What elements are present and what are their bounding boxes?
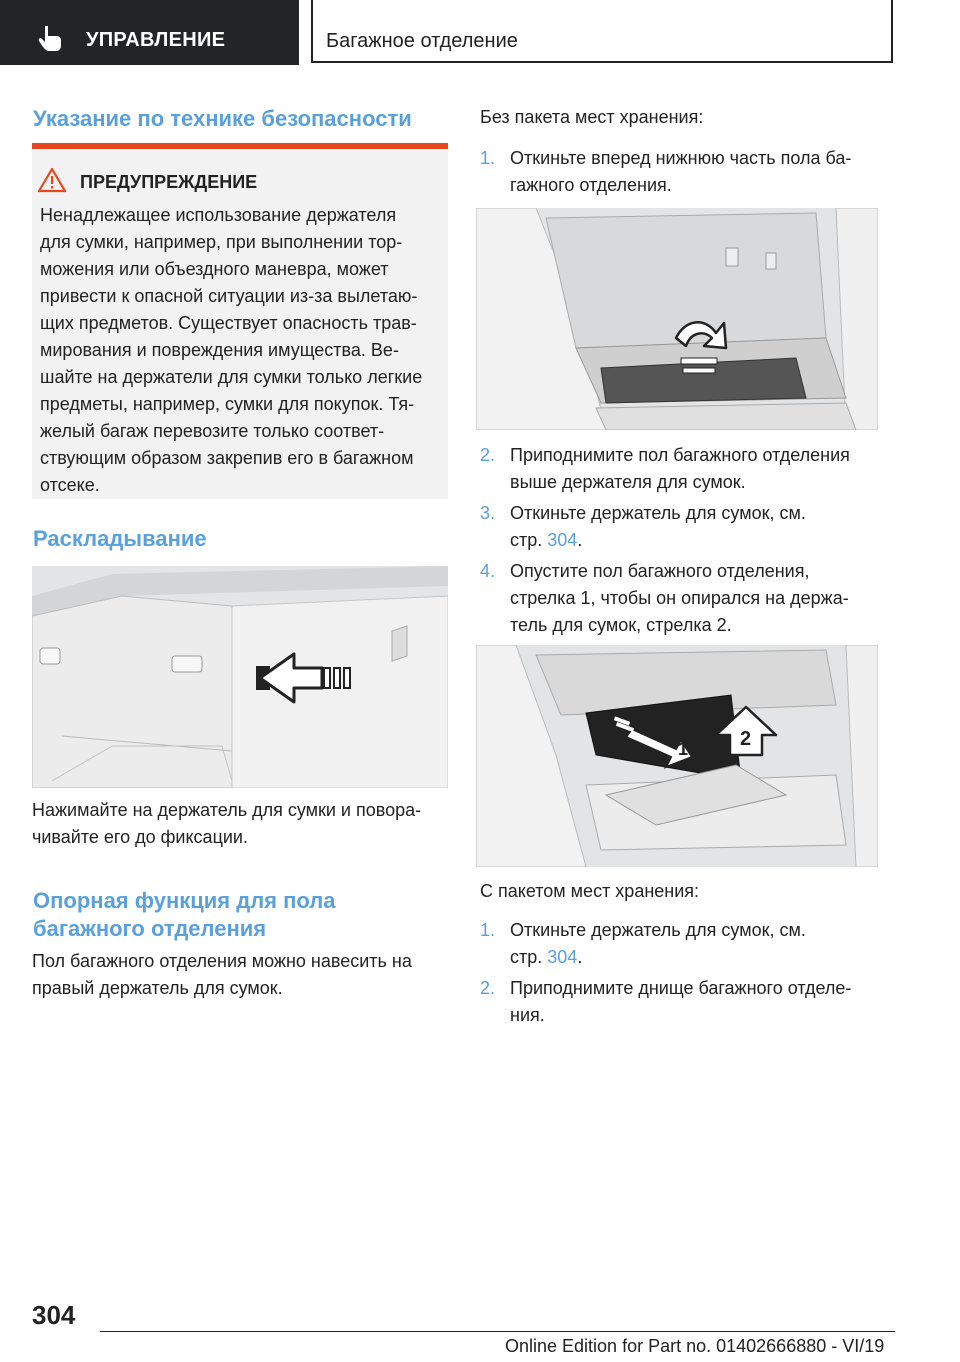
header-section-label: УПРАВЛЕНИЕ xyxy=(86,29,226,51)
safety-heading: Указание по технике безопасности xyxy=(33,106,412,131)
warning-line: можения или объездного маневра, может xyxy=(40,259,389,279)
step-line: Откиньте держатель для сумок, см. xyxy=(510,920,806,940)
warning-line: привести к опасной ситуации из-за вылетаю- xyxy=(40,286,418,306)
figure-floor-support xyxy=(476,645,878,867)
list-item xyxy=(478,975,878,1029)
warning-line: Ненадлежащее использование держателя xyxy=(40,205,397,225)
step-line: гажного отделения. xyxy=(510,175,672,195)
step-line: Откиньте вперед нижнюю часть пола ба- xyxy=(510,148,852,168)
step-line xyxy=(510,944,878,971)
support-heading xyxy=(33,887,336,943)
list-item xyxy=(478,442,878,496)
step-number: 1. xyxy=(480,920,496,940)
step-line: тель для сумок, стрелка 2. xyxy=(510,615,732,635)
warning-line: желый багаж перевозите только соответ- xyxy=(40,421,385,441)
heading-line: Опорная функция для пола xyxy=(33,888,336,913)
step-line: Приподнимите пол багажного отделения xyxy=(510,445,850,465)
page-ref-suffix: . xyxy=(577,530,583,550)
page-ref-prefix: стр. xyxy=(510,530,548,550)
step-number: 4. xyxy=(480,561,496,581)
page-ref-prefix: стр. xyxy=(510,947,548,967)
page-ref-suffix: . xyxy=(577,947,583,967)
page-number: 304 xyxy=(32,1300,76,1330)
unfold-heading: Раскладывание xyxy=(33,526,207,551)
warning-triangle-icon xyxy=(38,167,66,193)
warning-line: отсеке. xyxy=(40,475,100,495)
warning-line: шайте на держатели для сумки только легкие xyxy=(40,367,423,387)
with-pkg-text: С пакетом мест хранения: xyxy=(480,881,700,901)
step-line: ния. xyxy=(510,1005,545,1025)
arrow-1-label: 1 xyxy=(678,739,689,759)
step-line: выше держателя для сумок. xyxy=(510,472,746,492)
text-line: Нажимайте на держатель для сумки и повора- xyxy=(32,800,422,820)
warning-text xyxy=(40,202,444,499)
text-line: правый держатель для сумок. xyxy=(32,978,283,998)
figure-trunk-floor xyxy=(476,208,878,430)
arrow-2-label: 2 xyxy=(740,728,752,750)
text-line: Пол багажного отделения можно навесить на xyxy=(32,951,412,971)
warning-line: ствующим образом закрепив его в багажном xyxy=(40,448,414,468)
page-link[interactable]: 304 xyxy=(547,947,578,967)
warning-line: мирования и повреждения имущества. Ве- xyxy=(40,340,399,360)
step-number: 3. xyxy=(480,503,496,523)
step-line: Приподнимите днище багажного отделе- xyxy=(510,978,852,998)
step-line: Опустите пол багажного отделения, xyxy=(510,561,810,581)
text-line: чивайте его до фиксации. xyxy=(32,827,248,847)
warning-label: ПРЕДУПРЕЖДЕНИЕ xyxy=(80,172,258,192)
list-item xyxy=(478,500,878,554)
step-line: стрелка 1, чтобы он опирался на держа- xyxy=(510,588,849,608)
unfold-text xyxy=(32,797,452,851)
step-number: 2. xyxy=(480,445,496,465)
steps-list-a xyxy=(478,145,878,199)
support-text xyxy=(32,948,452,1002)
figure-bag-holder xyxy=(32,566,448,788)
warning-line: предметы, например, сумки для покупок. Тя- xyxy=(40,394,415,414)
pointing-hand-icon xyxy=(36,24,66,52)
steps-list-c xyxy=(478,917,878,1029)
step-number: 2. xyxy=(480,978,496,998)
heading-line: багажного отделения xyxy=(33,916,267,941)
without-pkg-text: Без пакета мест хранения: xyxy=(480,107,704,127)
footer-rule xyxy=(100,1331,895,1332)
step-line: Откиньте держатель для сумок, см. xyxy=(510,503,806,523)
page-link[interactable]: 304 xyxy=(547,530,578,550)
steps-list-b xyxy=(478,442,878,639)
header-title: Багажное отделение xyxy=(326,30,518,52)
floor-support-illustration xyxy=(476,645,878,867)
list-item xyxy=(478,917,878,971)
trunk-floor-illustration xyxy=(476,208,878,430)
step-line xyxy=(510,527,878,554)
step-number: 1. xyxy=(480,148,496,168)
footer-edition: Online Edition for Part no. 01402666880 - VI/19 xyxy=(505,1336,885,1356)
bag-holder-illustration xyxy=(32,566,448,788)
warning-line: для сумки, например, при выполнении тор- xyxy=(40,232,403,252)
list-item xyxy=(478,145,878,199)
warning-line: щих предметов. Существует опасность трав- xyxy=(40,313,417,333)
list-item xyxy=(478,558,878,639)
